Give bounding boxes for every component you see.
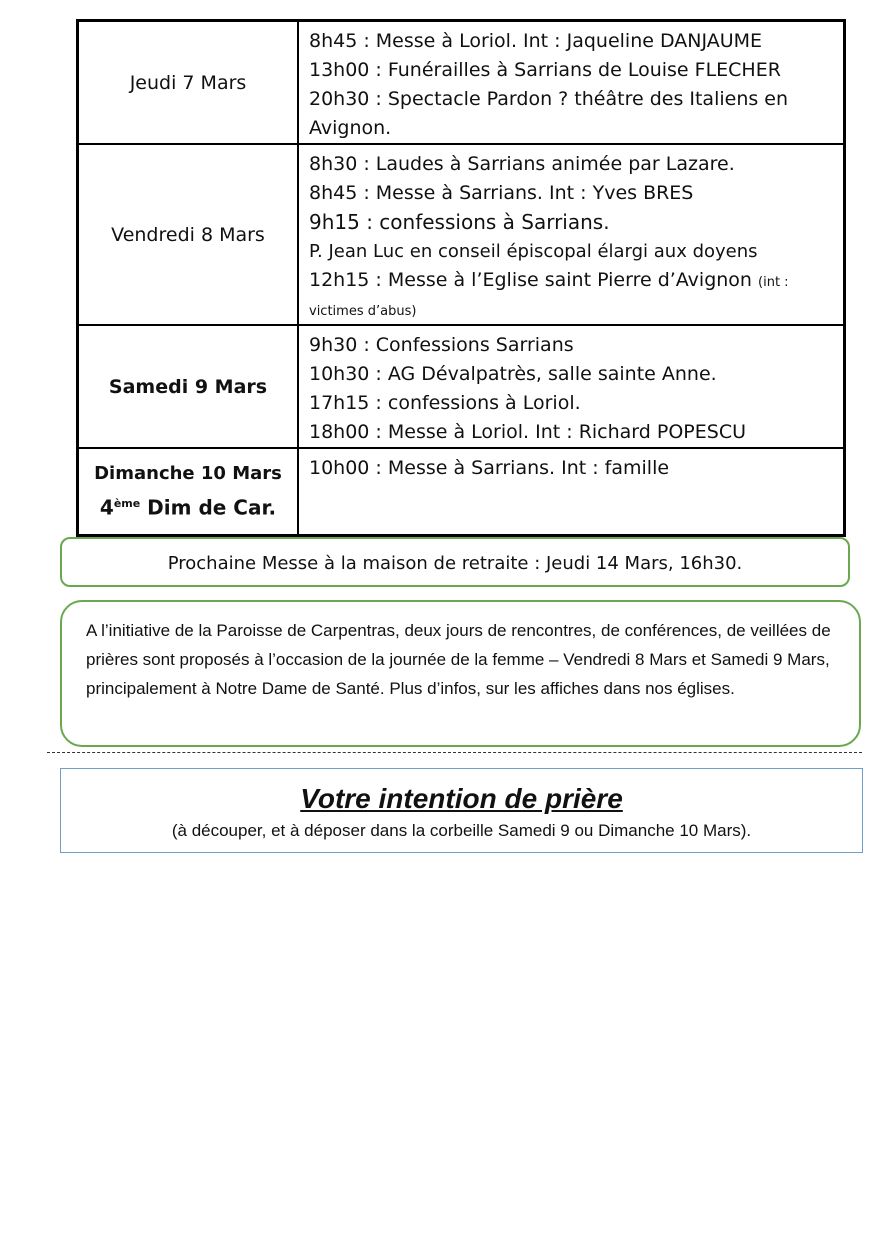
events-cell: [298, 21, 845, 145]
event-line: 8h30 : Laudes à Sarrians animée par Lazare.: [309, 153, 735, 175]
event-line: 8h45 : Messe à Loriol. Int : Jaqueline DANJAUME: [309, 30, 763, 52]
events-cell: [298, 448, 845, 535]
cut-line: [47, 752, 862, 753]
event-line: 10h30 : AG Dévalpatrès, salle sainte Anne.: [309, 363, 717, 385]
prayer-note: (à découper, et à déposer dans la corbeille Samedi 9 ou Dimanche 10 Mars).: [171, 821, 752, 840]
day-subtitle-sup: ème: [113, 497, 141, 511]
day-cell: Vendredi 8 Mars: [78, 144, 299, 325]
day-cell: [78, 448, 299, 535]
schedule-row: [78, 144, 845, 325]
schedule-row: [78, 325, 845, 448]
day-cell: Samedi 9 Mars: [78, 325, 299, 448]
event-line: 9h15 : confessions à Sarrians.: [309, 210, 610, 234]
schedule-table: [76, 19, 846, 537]
event-note: (int : victimes d’abus): [309, 275, 789, 319]
day-subtitle: [79, 489, 297, 523]
event-line: 8h45 : Messe à Sarrians. Int : Yves BRES: [309, 182, 694, 204]
day-subtitle-number: 4: [99, 496, 114, 521]
event-line: 17h15 : confessions à Loriol.: [309, 392, 581, 414]
schedule-row: [78, 448, 845, 535]
day-label: Dimanche 10 Mars: [94, 463, 282, 485]
event-line: 13h00 : Funérailles à Sarrians de Louise FLECHER: [309, 59, 781, 81]
info-box: A l’initiative de la Paroisse de Carpentras, deux jours de rencontres, de conférences, de veillées de prières sont proposés à l’occasion de la journée de la femme – Vendredi 8 Mars et Samedi 9 Mars, principalement à Notre Dame de Santé. Plus d’infos, sur les affiches dans nos églises.: [60, 600, 861, 747]
prayer-intention-box: [60, 768, 863, 853]
event-line: 18h00 : Messe à Loriol. Int : Richard POPESCU: [309, 421, 746, 443]
day-subtitle-text: Dim de Car.: [140, 496, 277, 521]
event-line: 10h00 : Messe à Sarrians. Int : famille: [309, 457, 670, 479]
day-cell: Jeudi 7 Mars: [78, 21, 299, 145]
next-mass-notice: Prochaine Messe à la maison de retraite : Jeudi 14 Mars, 16h30.: [60, 537, 850, 587]
event-line: P. Jean Luc en conseil épiscopal élargi aux doyens: [309, 241, 758, 262]
schedule-row: [78, 21, 845, 145]
events-cell: [298, 144, 845, 325]
event-line: 9h30 : Confessions Sarrians: [309, 334, 574, 356]
events-cell: [298, 325, 845, 448]
event-line: 20h30 : Spectacle Pardon ? théâtre des Italiens en Avignon.: [309, 88, 789, 139]
prayer-title: Votre intention de prière: [300, 783, 623, 814]
event-line: 12h15 : Messe à l’Eglise saint Pierre d’Avignon: [309, 269, 752, 291]
